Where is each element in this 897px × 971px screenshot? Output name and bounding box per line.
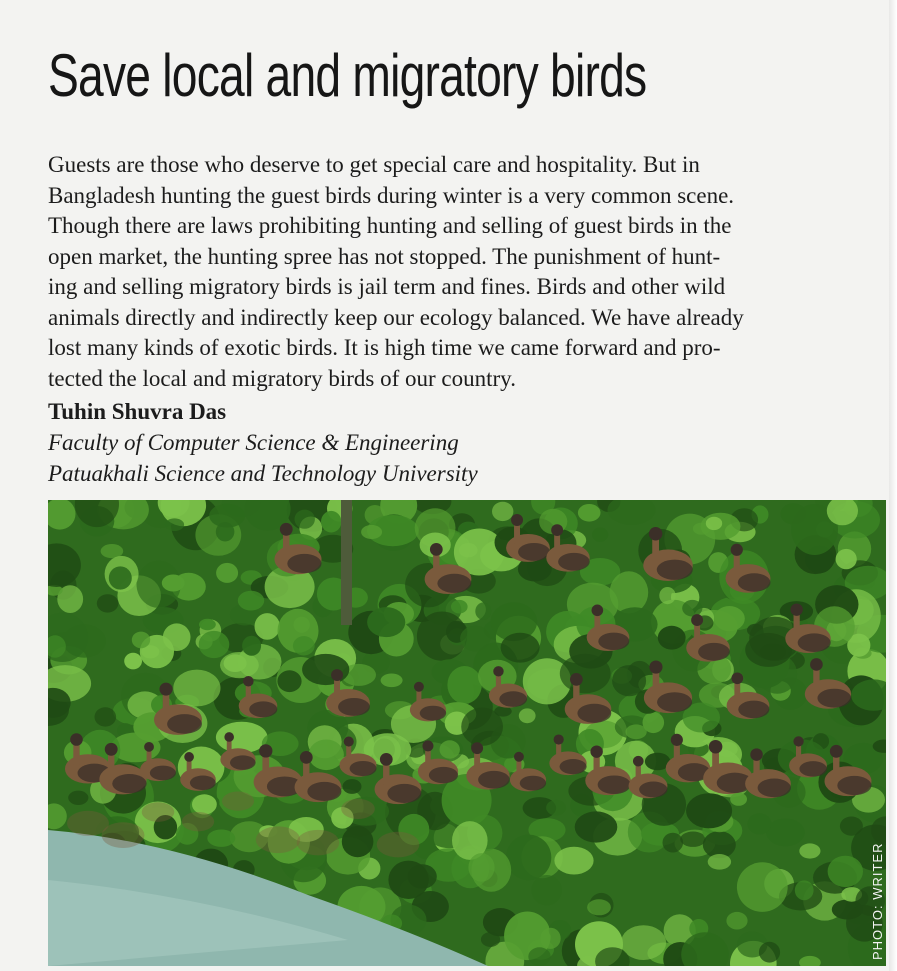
duck-head: [224, 732, 234, 742]
leaf: [216, 522, 235, 541]
photo-credit: PHOTO: WRITER: [870, 842, 885, 960]
duck-wing: [837, 776, 871, 795]
duck-head: [750, 748, 762, 760]
duck-head: [592, 604, 604, 616]
leaf: [481, 932, 500, 947]
leaf: [321, 511, 341, 533]
leaf: [658, 626, 686, 650]
duck-wing: [420, 706, 446, 721]
leaf: [109, 566, 132, 589]
leaf: [216, 563, 238, 583]
duck-wing: [387, 784, 421, 803]
leaf: [766, 819, 805, 847]
duck-head: [259, 744, 272, 757]
leaf: [730, 793, 747, 806]
leaf: [238, 591, 264, 611]
duck-head: [159, 683, 172, 696]
body-line: Guests are those who deserve to get special care and hospitality. But in: [48, 152, 700, 177]
duck-wing: [499, 691, 527, 707]
duck-head: [810, 658, 823, 671]
leaf: [199, 631, 230, 658]
duck-head: [793, 736, 803, 746]
duck-head: [331, 669, 343, 681]
leaf: [277, 670, 301, 692]
leaf: [663, 833, 684, 853]
duck-reflection: [256, 826, 300, 853]
duck-head: [731, 672, 743, 684]
duck-wing: [560, 759, 587, 774]
leaf: [759, 942, 780, 963]
duck-head: [691, 614, 703, 626]
duck-wing: [698, 643, 730, 661]
leaf: [173, 670, 220, 707]
leaf: [680, 832, 706, 847]
leaf: [309, 740, 344, 771]
duck-reflection: [377, 832, 420, 858]
duck-head: [790, 603, 802, 615]
leaf: [828, 856, 863, 887]
duck-wing: [190, 776, 216, 791]
duck-wing: [558, 553, 590, 571]
leaf: [192, 794, 217, 814]
leaf: [836, 549, 857, 569]
leaf: [528, 947, 550, 966]
duck-head: [709, 740, 723, 754]
leaf: [207, 830, 235, 847]
ducks-photo: [48, 500, 886, 966]
leaf: [132, 632, 150, 649]
leaf: [302, 654, 349, 685]
leaf: [367, 607, 405, 637]
leaf: [68, 791, 88, 805]
leaf: [659, 587, 675, 604]
duck-wing: [799, 761, 826, 776]
leaf: [795, 880, 814, 900]
duck-head: [514, 752, 524, 762]
duck-wing: [657, 692, 692, 712]
leaf: [388, 861, 428, 899]
duck-wing: [598, 775, 631, 794]
duck-head: [184, 752, 194, 762]
duck-wing: [230, 755, 256, 769]
leaf: [475, 602, 491, 620]
leaf: [124, 653, 142, 670]
duck-wing: [577, 704, 611, 723]
leaf: [199, 619, 216, 630]
duck-wing: [150, 766, 176, 781]
duck-head: [380, 753, 393, 766]
duck-wing: [350, 761, 377, 776]
leaf: [163, 623, 191, 651]
leaf: [343, 779, 362, 794]
wooden-pole: [341, 500, 352, 625]
duck-head: [554, 734, 564, 744]
duck-wing: [758, 779, 791, 798]
duck-wing: [112, 774, 146, 793]
duck-wing: [598, 633, 629, 650]
duck-head: [300, 751, 313, 764]
duck-wing: [478, 771, 510, 789]
leaf: [714, 606, 745, 631]
author-university: Patuakhali Science and Technology University: [48, 461, 478, 486]
duck-wing: [437, 574, 471, 593]
author-faculty: Faculty of Computer Science & Engineering: [48, 430, 459, 455]
leaf: [540, 928, 560, 949]
duck-head: [649, 527, 662, 540]
leaf: [726, 912, 747, 930]
leaf: [506, 835, 551, 881]
leaf: [501, 633, 540, 663]
body-line: animals directly and indirectly keep our ecology balanced. We have already: [48, 304, 744, 330]
duck-head: [344, 737, 354, 747]
leaf: [165, 518, 184, 531]
leaf: [682, 600, 702, 617]
leaf: [492, 502, 513, 521]
duck-wing: [738, 573, 771, 591]
duck-reflection: [341, 799, 375, 819]
duck-head: [414, 682, 424, 692]
duck-wing: [167, 714, 202, 734]
leaf: [575, 811, 618, 842]
duck-head: [422, 740, 433, 751]
duck-reflection: [102, 822, 145, 848]
leaf: [459, 543, 478, 557]
body-line: open market, the hunting spree has not stopped. The punishment of hunt-: [48, 243, 721, 269]
leaf: [381, 674, 403, 688]
duck-head: [551, 524, 563, 536]
duck-head: [671, 734, 683, 746]
duck-wing: [657, 560, 693, 580]
body-line: tected the local and migratory birds of our country.: [48, 365, 516, 391]
duck-wing: [639, 781, 667, 797]
leaf: [242, 636, 261, 656]
leaf: [440, 740, 460, 758]
author-name: Tuhin Shuvra Das: [48, 399, 227, 424]
duck-reflection: [222, 792, 254, 811]
body-line: lost many kinds of exotic birds. It is high time we came forward and pro-: [48, 335, 721, 360]
duck-reflection: [142, 802, 175, 822]
duck-wing: [338, 698, 370, 716]
leaf: [531, 875, 562, 905]
leaf: [162, 575, 185, 592]
leaf: [706, 517, 722, 530]
leaf: [737, 862, 788, 912]
leaf: [460, 626, 490, 652]
duck-head: [243, 676, 254, 687]
article-body: [48, 150, 888, 394]
ducks-photo-drawing: [48, 500, 886, 966]
duck-wing: [429, 767, 458, 783]
leaf: [97, 594, 119, 612]
leaf: [686, 793, 732, 828]
leaf: [625, 724, 646, 739]
duck-wing: [249, 701, 277, 717]
leaf: [361, 525, 382, 539]
leaf: [578, 504, 601, 522]
duck-wing: [798, 633, 831, 652]
duck-head: [830, 745, 843, 758]
duck-wing: [520, 776, 546, 791]
leaf: [546, 800, 566, 816]
duck-reflection: [182, 812, 214, 831]
leaf: [587, 899, 611, 915]
leaf: [519, 708, 536, 723]
leaf: [747, 813, 771, 834]
leaf: [295, 510, 315, 529]
body-line: Bangladesh hunting the guest birds during winter is a very common scene.: [48, 182, 735, 208]
leaf: [293, 636, 315, 655]
duck-head: [493, 666, 503, 676]
page-edge: [889, 0, 897, 971]
duck-head: [144, 742, 154, 752]
duck-head: [731, 544, 743, 556]
duck-head: [649, 660, 662, 673]
duck-head: [590, 745, 602, 757]
leaf: [447, 666, 481, 704]
leaf: [610, 571, 649, 613]
duck-head: [430, 543, 443, 556]
leaf: [451, 600, 468, 614]
body-line: Though there are laws prohibiting hunting and selling of guest birds in the: [48, 213, 732, 238]
leaf: [554, 847, 593, 875]
duck-head: [633, 756, 644, 767]
duck-head: [471, 742, 483, 754]
duck-head: [570, 673, 583, 686]
leaf: [840, 817, 863, 836]
duck-head: [105, 743, 118, 756]
duck-head: [280, 523, 293, 536]
headline: Save local and migratory birds: [48, 42, 647, 109]
leaf: [468, 853, 494, 882]
duck-head: [70, 733, 83, 746]
duck-wing: [817, 689, 851, 708]
body-line: ing and selling migratory birds is jail term and fines. Birds and other wild: [48, 274, 726, 299]
leaf: [342, 826, 374, 857]
duck-wing: [287, 554, 321, 573]
duck-wing: [518, 543, 550, 561]
leaf: [255, 613, 280, 640]
duck-head: [511, 514, 523, 526]
duck-wing: [738, 701, 769, 718]
leaf: [592, 528, 608, 542]
leaf: [799, 843, 820, 858]
duck-wing: [307, 782, 341, 801]
leaf: [95, 707, 117, 726]
leaf: [708, 854, 731, 870]
duck-reflection: [297, 830, 340, 856]
